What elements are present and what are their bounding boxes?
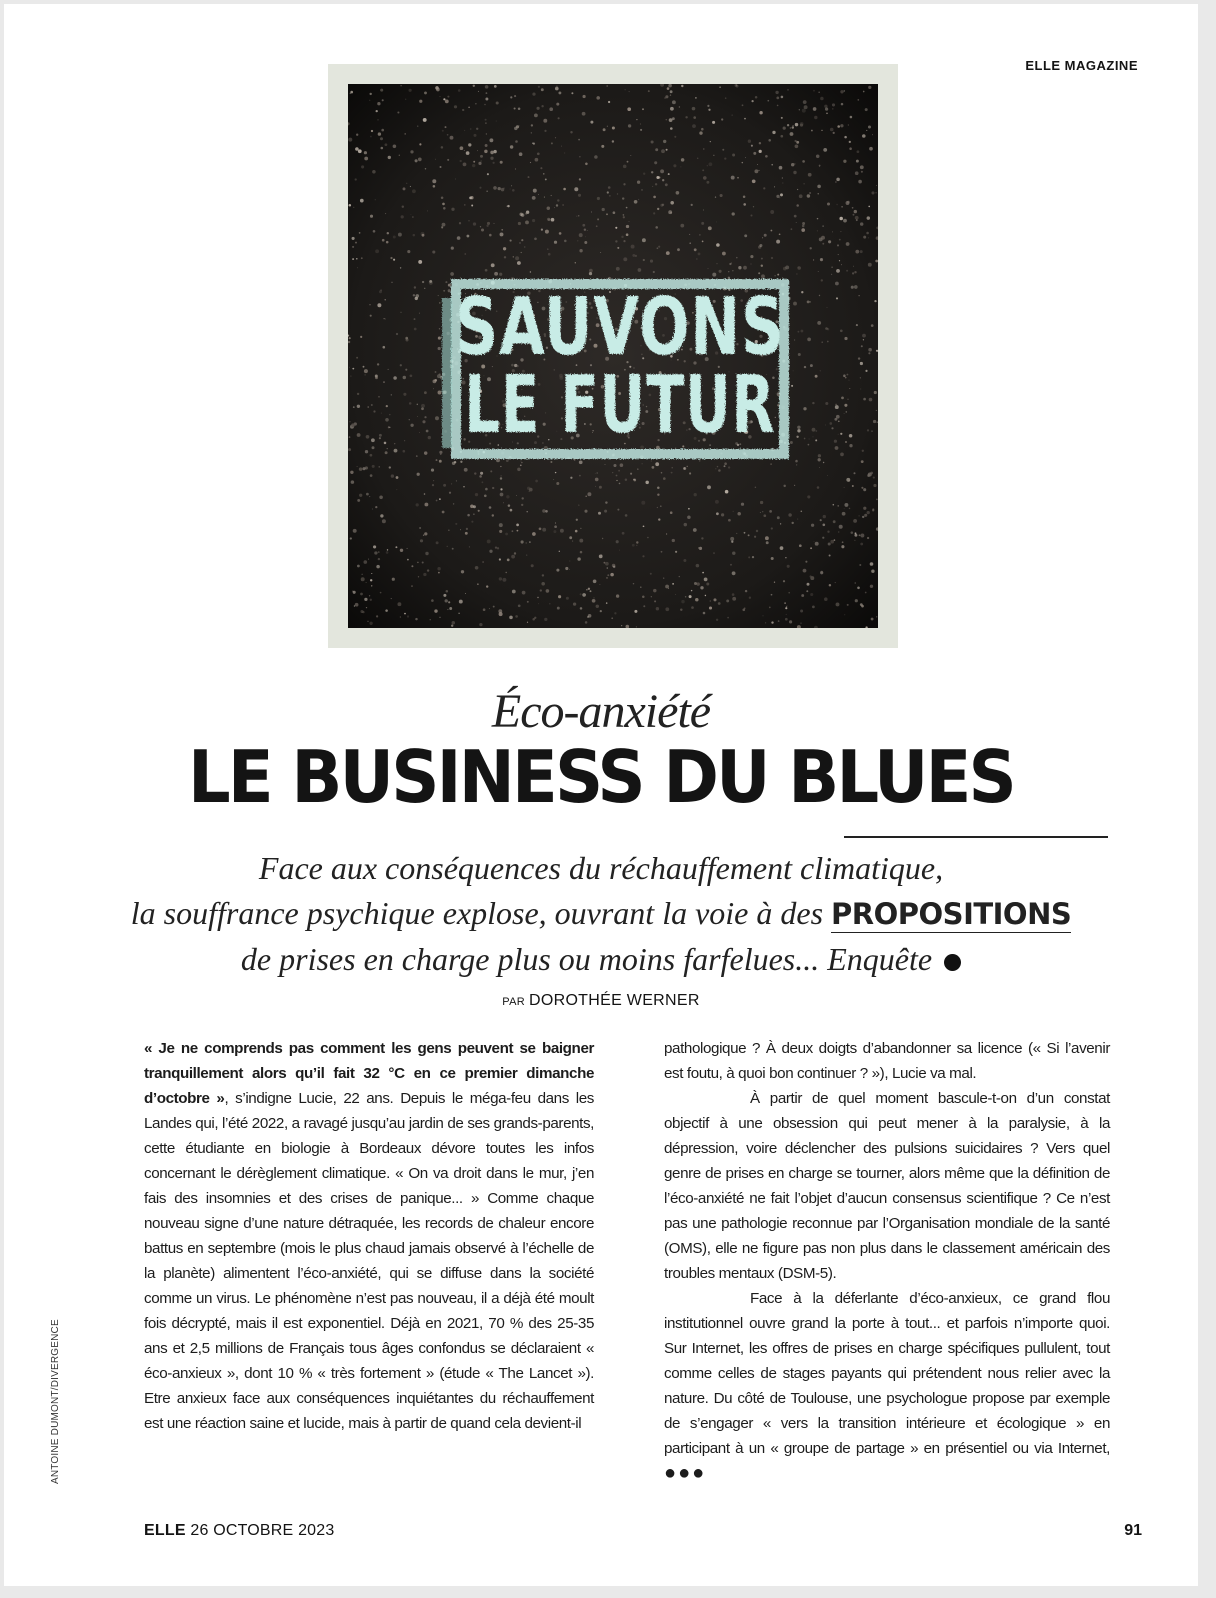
byline-author: DOROTHÉE WERNER [528,992,700,1009]
dek-line-3-text: de prises en charge plus ou moins farfelues... Enquête [240,941,933,977]
article-dek [64,846,1138,982]
continuation-dots-icon: ●●● [664,1462,707,1484]
dek-caps-word: PROPOSITIONS [831,897,1072,931]
footer-brand: ELLE [144,1522,186,1539]
page-number: 91 [1124,1522,1142,1539]
end-bullet-icon [944,954,961,971]
body-column-1 [144,1036,594,1436]
page-footer-left [144,1522,334,1540]
dek-line-1: Face aux conséquences du réchauffement climatique, [258,850,944,886]
stencil-text-line1: SAUVONS [455,280,785,374]
lead-quote: « Je ne comprends pas comment les gens peuvent se baigner tranquillement alors qu’il fait 32 °C en ce premier dimanche d’octobre » [144,1040,594,1107]
body-paragraph [664,1286,1110,1487]
body-column-2 [664,1036,1110,1487]
photo-frame [328,64,898,648]
col1-text: , s’indigne Lucie, 22 ans. Depuis le méga-feu dans les Landes qui, l’été 2022, a ravagé jusqu’au jardin de ses grands-parents, cette étudiante en biologie à Bordeaux dévore toutes les infos concernant le dérèglement climatique. « On va droit dans le mur, j’en fais des insomnies et des crises de panique... » Comme chaque nouveau signe d’une nature détraquée, les records de chaleur encore battus en septembre (mois le plus chaud jamais observé à l’échelle de la planète) alimentent l’éco-anxiété, qui se diffuse dans la société comme un virus. Le phénomène n’est pas nouveau, il a déjà été moult fois décrypté, mais il est exponentiel. Déjà en 2021, 70 % des 25-35 ans et 2,5 millions de Français tous âges confondus se déclaraient « éco-anxieux », dont 10 % « très fortement » (étude « The Lancet »). Etre anxieux face aux conséquences inquiétantes du réchauffement est une réaction saine et lucide, mais à partir de quand cela devient-il [144,1090,594,1432]
article-headline: LE BUSINESS DU BLUES [188,735,1014,819]
dek-line-2 [64,891,1138,937]
col2-p3-text: Face à la déferlante d’éco-anxieux, ce grand flou institutionnel ouvre grand la porte à tout... et parfois n’importe quoi. Sur Internet, les offres de prises en charge spécifiques pullulent, tout comme celles de stages payants qui prétendent nous relier avec la nature. Du côté de Toulouse, une psychologue propose par exemple de s’engager « vers la transition intérieure et écologique » en participant à un « groupe de partage » en présentiel ou via Internet, [664,1290,1110,1457]
body-paragraph [144,1036,594,1436]
byline [4,992,1198,1010]
byline-prefix: PAR [502,996,525,1008]
stencil-box [442,280,785,454]
stencil-text-line2: LE FUTUR [464,359,776,452]
body-paragraph: pathologique ? À deux doigts d’abandonner sa licence (« Si l’avenir est foutu, à quoi bon continuer ? »), Lucie va mal. [664,1040,1110,1082]
body-paragraph: À partir de quel moment bascule-t-on d’un constat objectif à une obsession qui peut mener à la paralysie, à la dépression, voire déclencher des pulsions suicidaires ? Vers quel genre de prises en charge se tourner, alors même que la définition de l’éco-anxiété ne fait l’objet d’aucun consensus scientifique ? Ce n’est pas une pathologie reconnue par l’Organisation mondiale de la santé (OMS), elle ne figure pas non plus dans le classement américain des troubles mentaux (DSM-5). [664,1090,1110,1282]
dek-line-3 [64,937,1138,982]
footer-date: 26 OCTOBRE 2023 [190,1522,335,1539]
photo-credit: ANTOINE DUMONT/DIVERGENCE [50,1319,61,1484]
asphalt-photo [348,84,878,628]
headline-underline [844,836,1108,838]
magazine-page [4,4,1198,1586]
article-kicker: Éco-anxiété [491,685,711,738]
dek-line-2-text: la souffrance psychique explose, ouvrant la voie à des [130,895,824,931]
stencil-photo [348,84,878,628]
magazine-header: ELLE MAGAZINE [1025,58,1138,73]
